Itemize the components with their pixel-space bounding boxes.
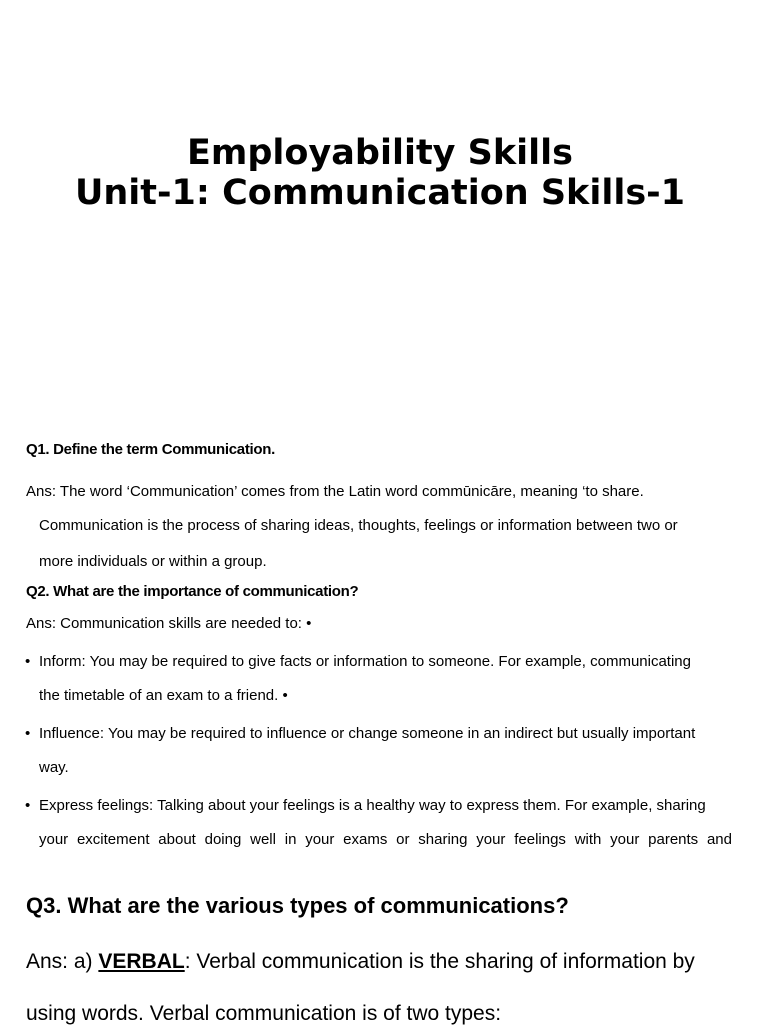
answer-3-rest: : Verbal communication is the sharing of information by xyxy=(184,950,695,973)
list-item-line-1: Express feelings: Talking about your feelings is a healthy way to express them. For example, sharing xyxy=(39,797,706,814)
answer-2-intro: Ans: Communication skills are needed to: • xyxy=(26,615,312,632)
question-2: Q2. What are the importance of communication? xyxy=(26,583,359,600)
list-item-line-2: the timetable of an exam to a friend. • xyxy=(39,687,288,704)
bullet-icon: • xyxy=(25,653,31,670)
verbal-keyword: VERBAL xyxy=(98,950,185,973)
title-line-2: Unit-1: Communication Skills-1 xyxy=(74,173,686,213)
answer-3-line-1 xyxy=(26,950,695,974)
answer-3-prefix: Ans: a) xyxy=(26,950,99,973)
bullet-icon: • xyxy=(25,725,31,742)
list-item-line-2: your excitement about doing well in your exams or sharing your feelings with your parents and xyxy=(39,831,732,848)
question-1: Q1. Define the term Communication. xyxy=(26,441,276,458)
bullet-icon: • xyxy=(25,797,31,814)
document-title xyxy=(0,133,760,213)
list-item-line-1: Influence: You may be required to influence or change someone in an indirect but usually important xyxy=(39,725,696,742)
question-3: Q3. What are the various types of communications? xyxy=(26,893,569,918)
list-item-line-2: way. xyxy=(39,759,69,776)
answer-1-line-1: Ans: The word ‘Communication’ comes from the Latin word commūnicāre, meaning ‘to share. xyxy=(26,483,644,500)
title-line-1: Employability Skills xyxy=(187,133,573,173)
answer-1-line-2: Communication is the process of sharing ideas, thoughts, feelings or information between two or xyxy=(39,517,678,534)
answer-1-line-3: more individuals or within a group. xyxy=(39,553,267,570)
list-item-line-1: Inform: You may be required to give facts or information to someone. For example, communicating xyxy=(39,653,691,670)
answer-3-line-2: using words. Verbal communication is of two types: xyxy=(26,1002,502,1025)
